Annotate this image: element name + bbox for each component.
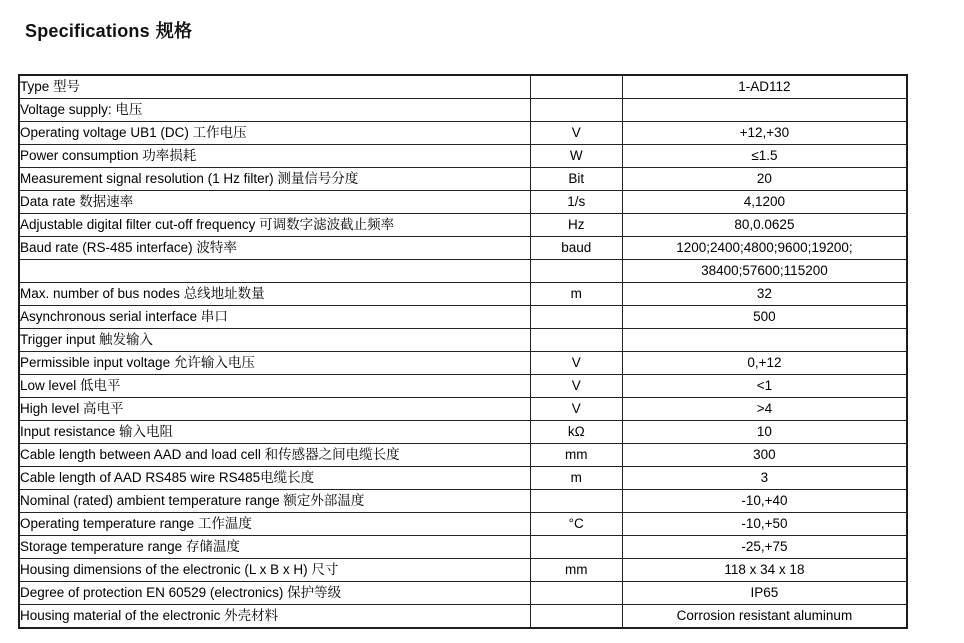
spec-unit-cell (530, 329, 622, 352)
spec-value-cell: IP65 (622, 582, 907, 605)
spec-label-cell: Cable length between AAD and load cell 和传感器之间电缆长度 (19, 444, 530, 467)
spec-unit-cell: V (530, 122, 622, 145)
spec-label-cell: Voltage supply: 电压 (19, 99, 530, 122)
spec-label-cell: Input resistance 输入电阻 (19, 421, 530, 444)
spec-row (19, 191, 907, 214)
spec-value-cell: 500 (622, 306, 907, 329)
spec-unit-cell: °C (530, 513, 622, 536)
spec-unit-cell: 1/s (530, 191, 622, 214)
spec-row (19, 582, 907, 605)
spec-unit-cell: kΩ (530, 421, 622, 444)
spec-row (19, 329, 907, 352)
page-title-english: Specifications (25, 21, 150, 41)
spec-value-cell: ≤1.5 (622, 145, 907, 168)
spec-row (19, 306, 907, 329)
spec-row (19, 444, 907, 467)
spec-unit-cell: V (530, 375, 622, 398)
spec-row (19, 467, 907, 490)
spec-unit-cell (530, 306, 622, 329)
spec-row (19, 352, 907, 375)
spec-row (19, 75, 907, 99)
spec-value-cell: -10,+50 (622, 513, 907, 536)
spec-value-cell: -10,+40 (622, 490, 907, 513)
spec-value-cell: 32 (622, 283, 907, 306)
spec-unit-cell (530, 490, 622, 513)
spec-unit-cell: mm (530, 559, 622, 582)
spec-row (19, 559, 907, 582)
spec-row (19, 214, 907, 237)
spec-unit-cell: Hz (530, 214, 622, 237)
spec-label-cell: Cable length of AAD RS485 wire RS485电缆长度 (19, 467, 530, 490)
spec-unit-cell (530, 260, 622, 283)
spec-value-cell: 300 (622, 444, 907, 467)
spec-row (19, 237, 907, 260)
spec-row (19, 168, 907, 191)
spec-value-cell: 1200;2400;4800;9600;19200; (622, 237, 907, 260)
spec-label-cell: Low level 低电平 (19, 375, 530, 398)
spec-label-cell: Max. number of bus nodes 总线地址数量 (19, 283, 530, 306)
spec-value-cell: -25,+75 (622, 536, 907, 559)
spec-unit-cell: V (530, 352, 622, 375)
spec-row (19, 398, 907, 421)
spec-unit-cell: m (530, 283, 622, 306)
spec-value-cell: 38400;57600;115200 (622, 260, 907, 283)
spec-value-cell (622, 99, 907, 122)
spec-value-cell: 3 (622, 467, 907, 490)
spec-label-cell: Measurement signal resolution (1 Hz filter) 测量信号分度 (19, 168, 530, 191)
spec-unit-cell: W (530, 145, 622, 168)
page-title (25, 17, 192, 43)
spec-row (19, 605, 907, 629)
spec-value-cell: 118 x 34 x 18 (622, 559, 907, 582)
spec-unit-cell (530, 75, 622, 99)
spec-value-cell: 80,0.0625 (622, 214, 907, 237)
specifications-table-body (19, 75, 907, 628)
spec-label-cell: Permissible input voltage 允许输入电压 (19, 352, 530, 375)
spec-unit-cell: baud (530, 237, 622, 260)
spec-value-cell: 4,1200 (622, 191, 907, 214)
spec-row (19, 375, 907, 398)
spec-label-cell: Adjustable digital filter cut-off frequency 可调数字滤波截止频率 (19, 214, 530, 237)
spec-label-cell: Storage temperature range 存储温度 (19, 536, 530, 559)
spec-label-cell: Nominal (rated) ambient temperature range 额定外部温度 (19, 490, 530, 513)
spec-label-cell: Power consumption 功率损耗 (19, 145, 530, 168)
spec-value-cell: >4 (622, 398, 907, 421)
spec-unit-cell (530, 605, 622, 629)
spec-value-cell: <1 (622, 375, 907, 398)
spec-value-cell: 20 (622, 168, 907, 191)
spec-label-cell: Asynchronous serial interface 串口 (19, 306, 530, 329)
spec-label-cell: Housing dimensions of the electronic (L x B x H) 尺寸 (19, 559, 530, 582)
spec-label-cell: High level 高电平 (19, 398, 530, 421)
spec-row (19, 283, 907, 306)
specifications-table (18, 74, 908, 629)
spec-label-cell: Housing material of the electronic 外壳材料 (19, 605, 530, 629)
spec-label-cell (19, 260, 530, 283)
spec-value-cell: +12,+30 (622, 122, 907, 145)
spec-label-cell: Degree of protection EN 60529 (electronics) 保护等级 (19, 582, 530, 605)
spec-row (19, 513, 907, 536)
spec-value-cell: 10 (622, 421, 907, 444)
spec-unit-cell: V (530, 398, 622, 421)
spec-value-cell: Corrosion resistant aluminum (622, 605, 907, 629)
spec-unit-cell: mm (530, 444, 622, 467)
spec-label-cell: Trigger input 触发输入 (19, 329, 530, 352)
spec-row (19, 421, 907, 444)
spec-value-cell (622, 329, 907, 352)
spec-unit-cell: Bit (530, 168, 622, 191)
spec-row (19, 536, 907, 559)
spec-row (19, 99, 907, 122)
spec-label-cell: Type 型号 (19, 75, 530, 99)
spec-unit-cell (530, 99, 622, 122)
spec-unit-cell (530, 582, 622, 605)
spec-label-cell: Operating voltage UB1 (DC) 工作电压 (19, 122, 530, 145)
spec-row (19, 122, 907, 145)
spec-value-cell: 1-AD112 (622, 75, 907, 99)
spec-row (19, 145, 907, 168)
spec-unit-cell: m (530, 467, 622, 490)
spec-row (19, 260, 907, 283)
spec-label-cell: Baud rate (RS-485 interface) 波特率 (19, 237, 530, 260)
spec-unit-cell (530, 536, 622, 559)
spec-label-cell: Operating temperature range 工作温度 (19, 513, 530, 536)
spec-row (19, 490, 907, 513)
spec-label-cell: Data rate 数据速率 (19, 191, 530, 214)
page-title-chinese: 规格 (155, 21, 193, 41)
spec-value-cell: 0,+12 (622, 352, 907, 375)
